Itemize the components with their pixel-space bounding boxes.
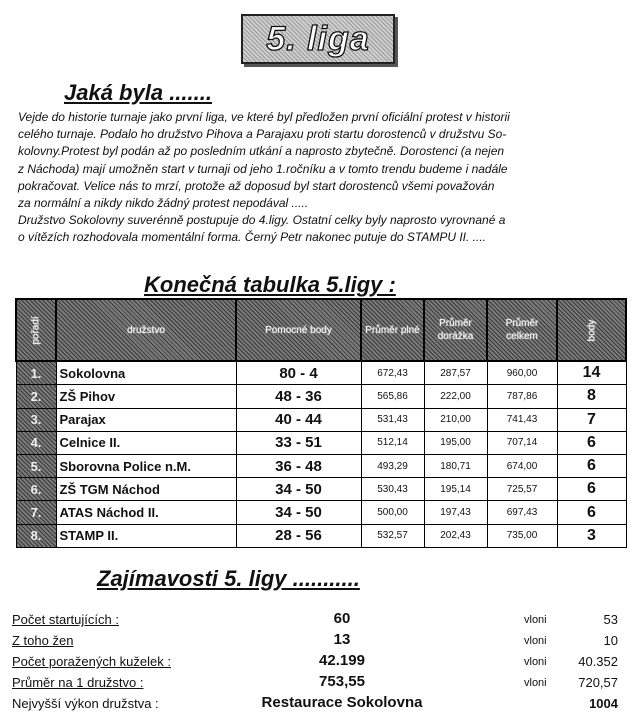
- rank-cell: 3.: [16, 408, 56, 431]
- table-row: [16, 501, 626, 524]
- fact-label: Průměr na 1 družstvo :: [12, 675, 144, 690]
- avg-full-cell: 565,86: [361, 385, 424, 408]
- rank-cell: 4.: [16, 431, 56, 454]
- fact-prev-label: vloni: [524, 614, 547, 626]
- history-line: celého turnaje. Podalo ho družstvo Pihova a Parajaxu proti startu dorostenců v družstvu So-: [18, 127, 507, 142]
- points-cell: 8: [557, 385, 626, 408]
- facts-heading: Zajímavosti 5. ligy ...........: [97, 566, 360, 591]
- team-cell: Sborovna Police n.M.: [56, 454, 236, 477]
- history-line: Družstvo Sokolovny suverénně postupuje do 4.ligy. Ostatní celky byly naprosto vyrovnané a: [18, 213, 506, 228]
- fact-prev-value: 10: [603, 633, 618, 648]
- avg-clear-cell: 180,71: [424, 454, 487, 477]
- rank-cell: 1.: [16, 361, 56, 385]
- avg-total-cell: 735,00: [487, 524, 557, 547]
- avg-total-cell: 741,43: [487, 408, 557, 431]
- table-row: [16, 431, 626, 454]
- points-cell: 3: [557, 524, 626, 547]
- fact-label: Z toho žen: [12, 633, 74, 648]
- fact-prev-label: vloni: [524, 635, 547, 647]
- team-cell: ZŠ TGM Náchod: [56, 478, 236, 501]
- avg-total-cell: 707,14: [487, 431, 557, 454]
- points-cell: 7: [557, 408, 626, 431]
- standings-header-row: [16, 299, 626, 361]
- col-header-avg-total: Průměr celkem: [487, 299, 557, 361]
- avg-full-cell: 532,57: [361, 524, 424, 547]
- aux-points-cell: 80 - 4: [236, 361, 361, 385]
- team-cell: ZŠ Pihov: [56, 385, 236, 408]
- avg-clear-cell: 287,57: [424, 361, 487, 385]
- history-line: o vítězích rozhodovala momentální forma. Černý Petr nakonec putuje do STAMPU II. ....: [18, 230, 486, 245]
- col-header-avg-full: Průměr plné: [361, 299, 424, 361]
- fact-row: [12, 694, 622, 715]
- avg-total-cell: 725,57: [487, 478, 557, 501]
- avg-total-cell: 960,00: [487, 361, 557, 385]
- history-line: z Náchoda) mají umožněn start v turnaji od jeho 1.ročníku a v tomto trendu budeme i nadále: [18, 161, 508, 176]
- points-cell: 6: [557, 454, 626, 477]
- col-header-rank: pořadí: [16, 299, 56, 361]
- standings-heading: Konečná tabulka 5.ligy :: [144, 272, 396, 297]
- points-cell: 6: [557, 478, 626, 501]
- rank-cell: 7.: [16, 501, 56, 524]
- avg-total-cell: 674,00: [487, 454, 557, 477]
- table-row: [16, 408, 626, 431]
- fact-prev-label: vloni: [524, 656, 547, 668]
- fact-prev-value: 53: [603, 612, 618, 627]
- avg-clear-cell: 197,43: [424, 501, 487, 524]
- table-row: [16, 385, 626, 408]
- avg-full-cell: 493,29: [361, 454, 424, 477]
- aux-points-cell: 34 - 50: [236, 501, 361, 524]
- avg-full-cell: 512,14: [361, 431, 424, 454]
- fact-row: [12, 673, 622, 694]
- fact-value: Restaurace Sokolovna: [261, 694, 423, 711]
- avg-clear-cell: 222,00: [424, 385, 487, 408]
- rank-cell: 2.: [16, 385, 56, 408]
- history-line: kolovny.Protest byl podán až po posledním utkání a naprosto zbytečně. Dorostenci (a nejen: [18, 144, 505, 159]
- fact-row: [12, 631, 622, 652]
- rank-cell: 6.: [16, 478, 56, 501]
- fact-label: Počet startujících :: [12, 612, 119, 627]
- avg-clear-cell: 202,43: [424, 524, 487, 547]
- fact-label: Nejvyšší výkon družstva :: [12, 696, 159, 711]
- history-line: za normální a nikdy nikdo žádný protest nepodával .....: [18, 196, 309, 211]
- avg-clear-cell: 195,14: [424, 478, 487, 501]
- aux-points-cell: 48 - 36: [236, 385, 361, 408]
- aux-points-cell: 40 - 44: [236, 408, 361, 431]
- col-header-points: body: [557, 299, 626, 361]
- fact-value: 13: [333, 631, 351, 648]
- fact-prev-value: 1004: [589, 696, 618, 711]
- fact-value: 753,55: [319, 673, 365, 690]
- facts-list: [12, 610, 622, 715]
- history-line: pokračovat. Velice nás to mrzí, protože až doposud byl start dorostenců všemi považován: [18, 178, 495, 193]
- avg-total-cell: 787,86: [487, 385, 557, 408]
- aux-points-cell: 36 - 48: [236, 454, 361, 477]
- team-cell: Parajax: [56, 408, 236, 431]
- league-title: 5. liga: [266, 19, 370, 58]
- avg-full-cell: 672,43: [361, 361, 424, 385]
- fact-value: 60: [333, 610, 351, 627]
- fact-prev-value: 720,57: [578, 675, 618, 690]
- fact-prev-value: 40.352: [578, 654, 618, 669]
- points-cell: 6: [557, 501, 626, 524]
- fact-value: 42.199: [319, 652, 365, 669]
- fact-prev-label: vloni: [524, 677, 547, 689]
- rank-cell: 5.: [16, 454, 56, 477]
- avg-clear-cell: 210,00: [424, 408, 487, 431]
- fact-row: [12, 610, 622, 631]
- team-cell: Sokolovna: [56, 361, 236, 385]
- avg-full-cell: 531,43: [361, 408, 424, 431]
- history-line: Vejde do historie turnaje jako první liga, ve které byl předložen první oficiální protest v historii: [18, 110, 510, 124]
- avg-clear-cell: 195,00: [424, 431, 487, 454]
- table-row: [16, 478, 626, 501]
- fact-label: Počet poražených kuželek :: [12, 654, 171, 669]
- standings-table: [15, 298, 627, 548]
- team-cell: STAMP II.: [56, 524, 236, 547]
- aux-points-cell: 34 - 50: [236, 478, 361, 501]
- col-header-team: družstvo: [56, 299, 236, 361]
- col-header-aux-points: Pomocné body: [236, 299, 361, 361]
- history-paragraph: [18, 109, 618, 247]
- league-title-banner: [241, 14, 395, 64]
- aux-points-cell: 28 - 56: [236, 524, 361, 547]
- table-row: [16, 524, 626, 547]
- table-row: [16, 454, 626, 477]
- history-heading: Jaká byla .......: [64, 80, 212, 105]
- team-cell: ATAS Náchod II.: [56, 501, 236, 524]
- aux-points-cell: 33 - 51: [236, 431, 361, 454]
- fact-row: [12, 652, 622, 673]
- col-header-avg-clear: Průměr dorážka: [424, 299, 487, 361]
- rank-cell: 8.: [16, 524, 56, 547]
- points-cell: 14: [557, 361, 626, 385]
- table-row: [16, 361, 626, 385]
- team-cell: Celnice II.: [56, 431, 236, 454]
- avg-full-cell: 530,43: [361, 478, 424, 501]
- points-cell: 6: [557, 431, 626, 454]
- avg-total-cell: 697,43: [487, 501, 557, 524]
- avg-full-cell: 500,00: [361, 501, 424, 524]
